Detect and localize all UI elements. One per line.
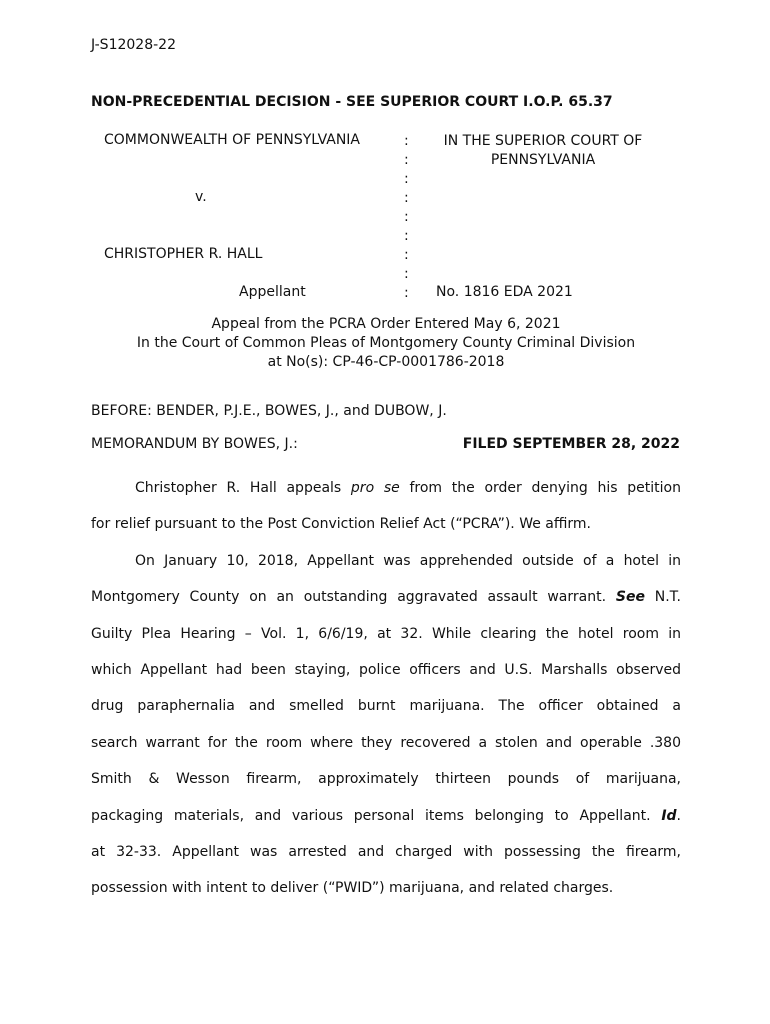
colon: : xyxy=(404,171,409,187)
body-line: drug paraphernalia and smelled burnt marijuana. The officer obtained a xyxy=(91,698,681,715)
court-name xyxy=(418,132,668,170)
non-precedential-notice: NON-PRECEDENTIAL DECISION - SEE SUPERIOR COURT I.O.P. 65.37 xyxy=(91,94,613,110)
defendant-name: CHRISTOPHER R. HALL xyxy=(104,246,263,262)
italic-text: pro se xyxy=(350,480,400,496)
body-line: Guilty Plea Hearing – Vol. 1, 6/6/19, at 32. While clearing the hotel room in xyxy=(91,625,681,642)
docket-number: No. 1816 EDA 2021 xyxy=(436,284,573,300)
text-run: Christopher R. Hall appeals xyxy=(135,480,351,496)
body-line: which Appellant had been staying, police officers and U.S. Marshalls observed xyxy=(91,662,681,679)
filed-date: FILED SEPTEMBER 28, 2022 xyxy=(462,436,680,452)
opinion-body xyxy=(91,470,681,907)
body-line: search warrant for the room where they recovered a stolen and operable .380 xyxy=(91,734,681,751)
colon: : xyxy=(404,285,409,301)
colon: : xyxy=(404,228,409,244)
body-line: possession with intent to deliver (“PWID”) marijuana, and related charges. xyxy=(91,880,614,897)
appeal-line-3: at No(s): CP-46-CP-0001786-2018 xyxy=(267,354,505,370)
body-line: for relief pursuant to the Post Conviction Relief Act (“PCRA”). We affirm. xyxy=(91,516,592,533)
body-line xyxy=(91,470,681,506)
colon: : xyxy=(404,152,409,168)
body-line: Smith & Wesson firearm, approximately thirteen pounds of marijuana, xyxy=(91,771,681,788)
text-run: . xyxy=(676,807,681,824)
colon: : xyxy=(404,247,409,263)
citation-signal: Id xyxy=(661,807,677,824)
colon: : xyxy=(404,209,409,225)
docket-id: J-S12028-22 xyxy=(91,37,176,53)
plaintiff-name: COMMONWEALTH OF PENNSYLVANIA xyxy=(104,132,361,148)
text-run: N.T. xyxy=(644,589,682,606)
appeal-line-2: In the Court of Common Pleas of Montgomery County Criminal Division xyxy=(136,335,636,351)
appeal-info xyxy=(91,315,681,372)
body-line: On January 10, 2018, Appellant was apprehended outside of a hotel in xyxy=(135,552,681,569)
colon: : xyxy=(404,133,409,149)
text-run: Montgomery County on an outstanding aggravated assault warrant. xyxy=(91,589,616,606)
caption-colons xyxy=(404,132,409,303)
memorandum-author: MEMORANDUM BY BOWES, J.: xyxy=(91,436,298,452)
body-line: at 32-33. Appellant was arrested and charged with possessing the firearm, xyxy=(91,844,681,861)
text-run: from the order denying his petition xyxy=(399,480,681,496)
colon: : xyxy=(404,190,409,206)
colon: : xyxy=(404,266,409,282)
versus: v. xyxy=(195,189,207,205)
court-line-2: PENNSYLVANIA xyxy=(490,152,596,168)
text-run: packaging materials, and various personal items belonging to Appellant. xyxy=(91,807,662,824)
panel-judges: BEFORE: BENDER, P.J.E., BOWES, J., and DUBOW, J. xyxy=(91,403,447,419)
body-line xyxy=(91,798,681,834)
citation-signal: See xyxy=(615,589,645,606)
body-line xyxy=(91,579,681,615)
appeal-line-1: Appeal from the PCRA Order Entered May 6, 2021 xyxy=(211,316,561,332)
party-role: Appellant xyxy=(239,284,306,300)
case-caption xyxy=(0,132,770,304)
court-line-1: IN THE SUPERIOR COURT OF xyxy=(443,133,643,149)
